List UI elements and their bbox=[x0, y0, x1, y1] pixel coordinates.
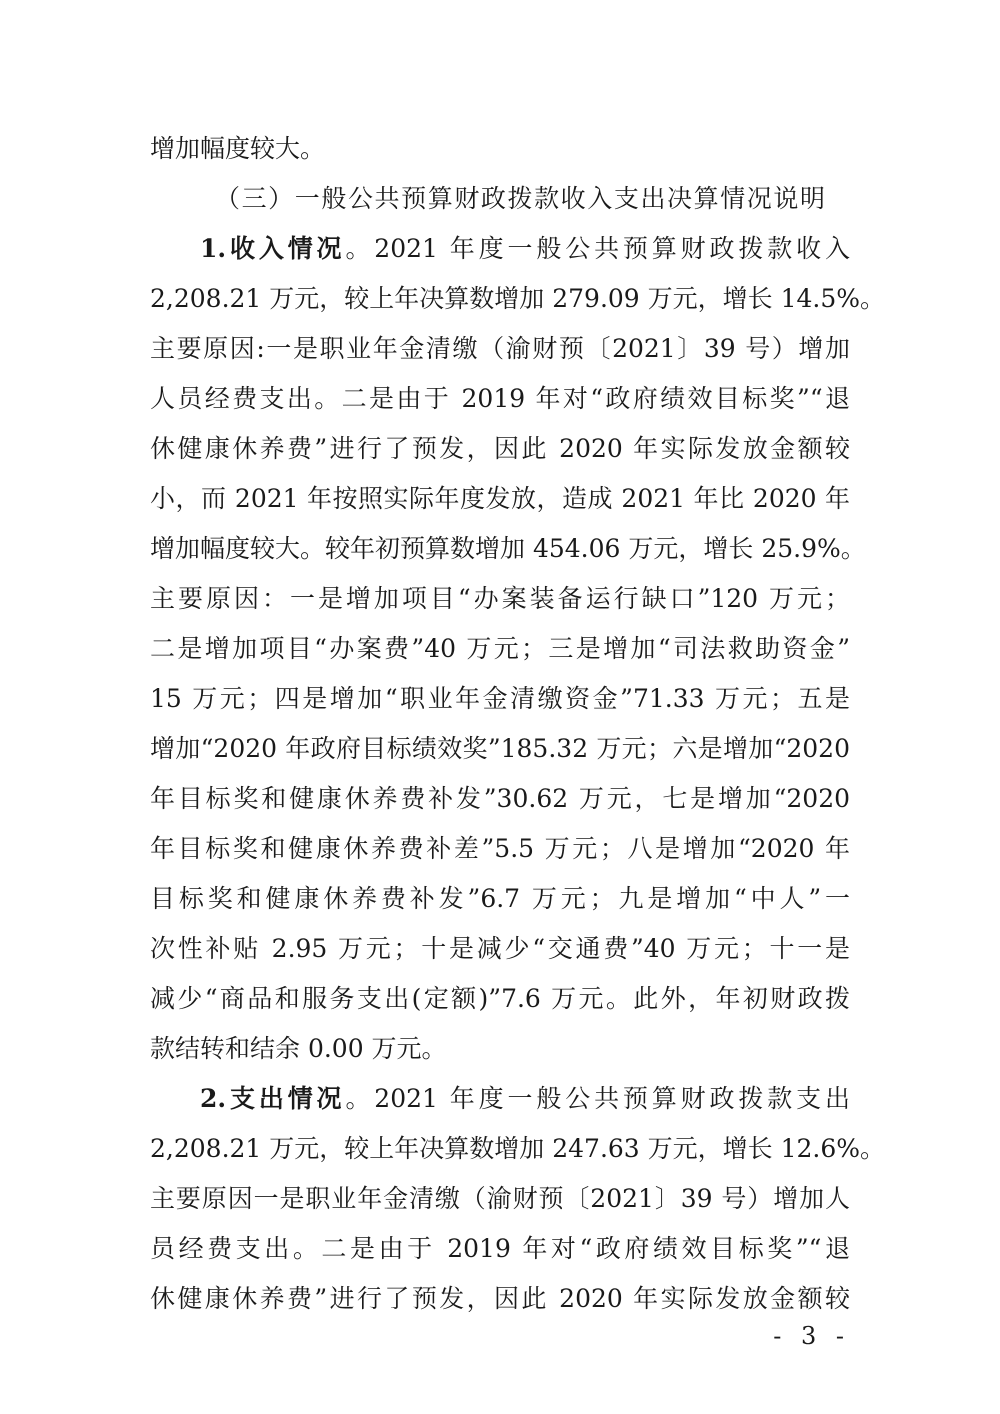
text-line: 主要原因:一是职业年金清缴（渝财预〔2021〕39 号）增加 bbox=[150, 334, 850, 363]
text-line: 小，而 2021 年按照实际年度发放，造成 2021 年比 2020 年 bbox=[150, 484, 850, 513]
text-line: 15 万元；四是增加“职业年金清缴资金”71.33 万元；五是 bbox=[150, 684, 850, 713]
text-line: 增加幅度较大。较年初预算数增加 454.06 万元，增长 25.9%。 bbox=[150, 534, 866, 563]
text-line: 2,208.21 万元，较上年决算数增加 279.09 万元，增长 14.5%。 bbox=[150, 284, 886, 313]
text-line: 二是增加项目“办案费”40 万元；三是增加“司法救助资金” bbox=[150, 634, 850, 663]
text-line: 员经费支出。二是由于 2019 年对“政府绩效目标奖”“退 bbox=[150, 1234, 850, 1263]
text-line: 。2021 年度一般公共预算财政拨款收入 bbox=[345, 234, 850, 263]
text-line: 人员经费支出。二是由于 2019 年对“政府绩效目标奖”“退 bbox=[150, 384, 850, 413]
income-label: 1.收入情况 bbox=[200, 234, 346, 263]
text-line: 增加幅度较大。 bbox=[150, 134, 326, 163]
text-line: 2,208.21 万元，较上年决算数增加 247.63 万元，增长 12.6%。 bbox=[150, 1134, 886, 1163]
text-line: 主要原因一是职业年金清缴（渝财预〔2021〕39 号）增加人 bbox=[150, 1184, 850, 1213]
text-line: 减少“商品和服务支出(定额)”7.6 万元。此外，年初财政拨 bbox=[150, 984, 850, 1013]
expense-label: 2.支出情况 bbox=[200, 1084, 346, 1113]
text-line: 款结转和结余 0.00 万元。 bbox=[150, 1034, 447, 1063]
paragraph-income-intro bbox=[200, 229, 850, 269]
text-line: 。2021 年度一般公共预算财政拨款支出 bbox=[345, 1084, 850, 1113]
section-heading: （三）一般公共预算财政拨款收入支出决算情况说明 bbox=[215, 184, 825, 213]
text-line: 目标奖和健康休养费补发”6.7 万元；九是增加“中人”一 bbox=[150, 884, 850, 913]
text-line: 休健康休养费”进行了预发，因此 2020 年实际发放金额较 bbox=[150, 434, 850, 463]
text-line: 休健康休养费”进行了预发，因此 2020 年实际发放金额较 bbox=[150, 1284, 850, 1313]
text-line: 年目标奖和健康休养费补发”30.62 万元，七是增加“2020 bbox=[150, 784, 850, 813]
page-number: - 3 - bbox=[773, 1322, 850, 1350]
text-line: 年目标奖和健康休养费补差”5.5 万元；八是增加“2020 年 bbox=[150, 834, 850, 863]
text-line: 主要原因：一是增加项目“办案装备运行缺口”120 万元； bbox=[150, 584, 850, 613]
text-line: 次性补贴 2.95 万元；十是减少“交通费”40 万元；十一是 bbox=[150, 934, 850, 963]
text-line: 增加“2020 年政府目标绩效奖”185.32 万元；六是增加“2020 bbox=[150, 734, 850, 763]
paragraph-expense-intro bbox=[200, 1079, 850, 1119]
